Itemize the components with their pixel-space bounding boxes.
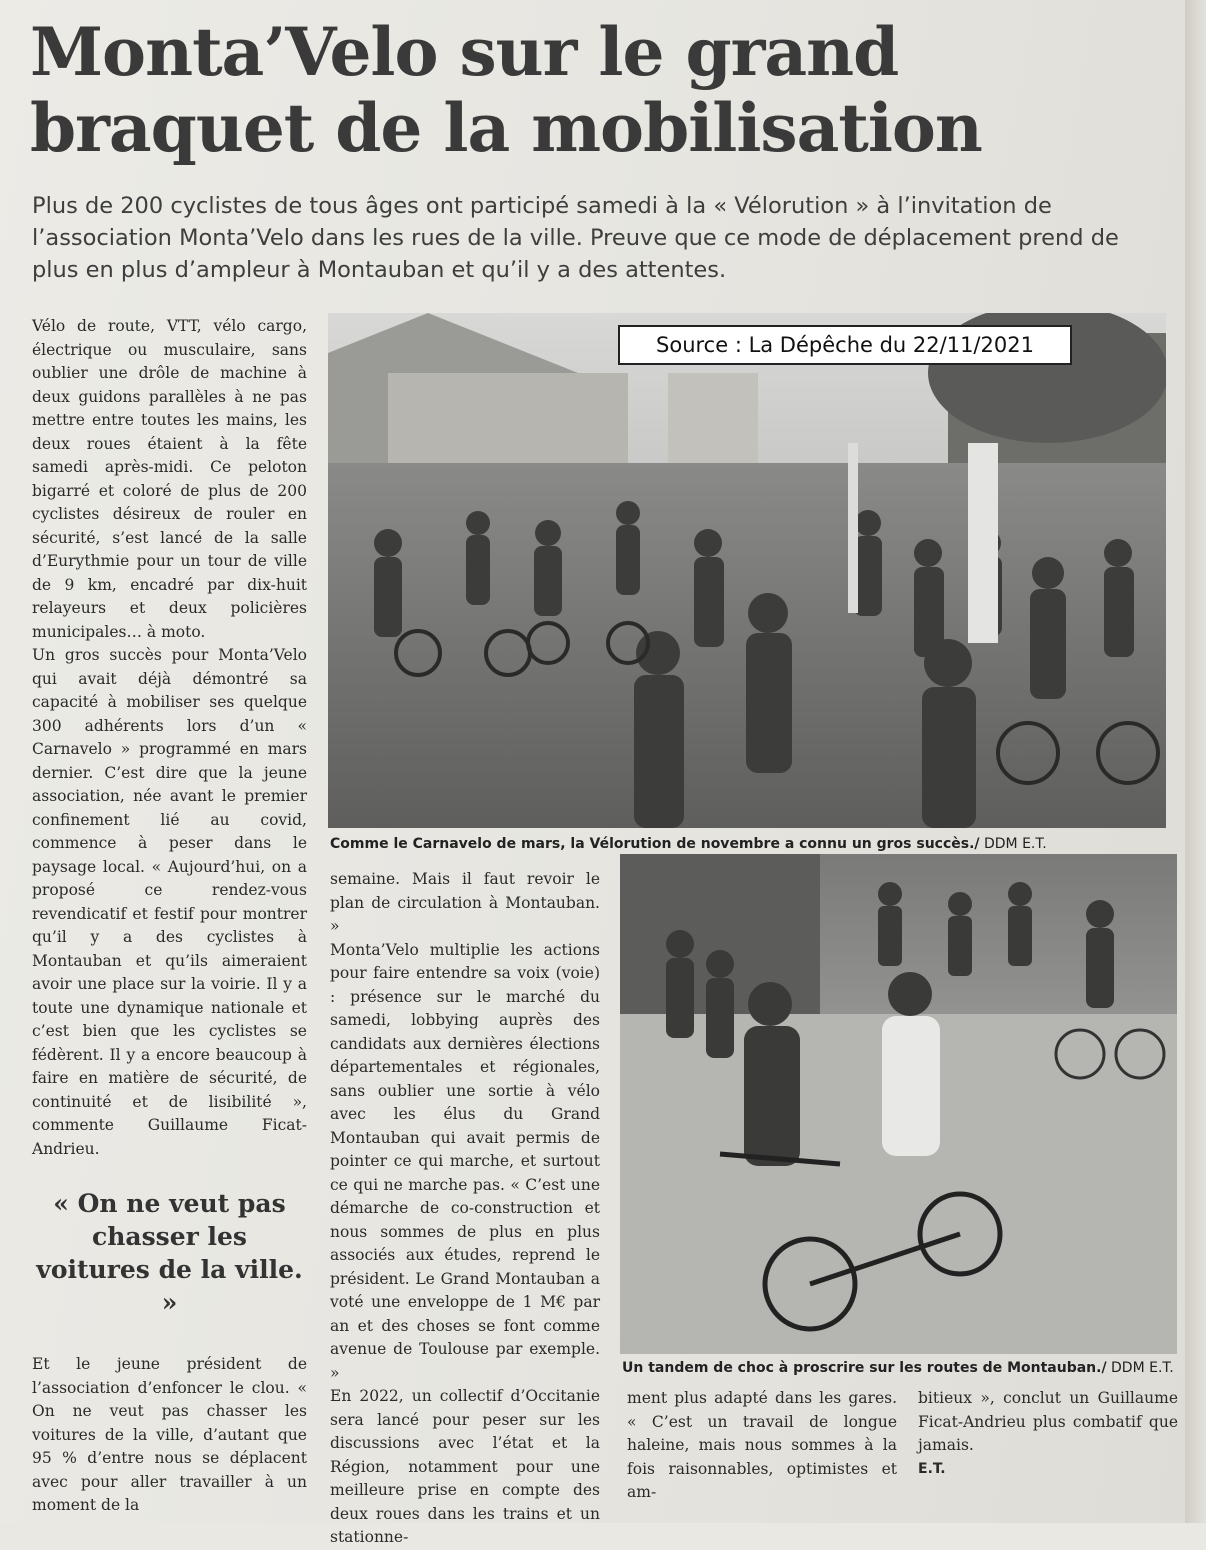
paragraph: Monta’Velo multiplie les actions pour faire entendre sa voix (voie) : présence sur le marché du samedi, lobbying auprès des candidats aux dernières élections départementales et régionales, sans oublier une sortie à vélo avec les élus du Grand Montauban qui avait permis de pointer ce qui marche, et surtout ce qui ne marche pas. « C’est une démarche de co-construction et nous sommes de plus en plus associés aux études, reprend le président. Le Grand Montauban a voté une enveloppe de 1 M€ par an et des choses se font comme avenue de Toulouse par exemple. » [330,940,600,1382]
caption-text: Comme le Carnavelo de mars, la Vélorution de novembre a connu un gros succès./ [330,836,980,852]
paragraph: Et le jeune président de l’association d’enfoncer le clou. « On ne veut pas chasser les voitures de la ville, d’autant que 95 % d’entre nous se déplacent avec pour aller travailler à un moment de la [32,1355,307,1514]
paragraph: Vélo de route, VTT, vélo cargo, électrique ou musculaire, sans oublier une drôle de machine à deux guidons parallèles à ne pas mettre entre toutes les mains, les deux roues étaient à la fête samedi après-midi. Ce peloton bigarré et coloré de plus de 200 cyclistes désireux de rouler en sécurité, s’est lancé de la salle d’Eurythmie pour un tour de ville de 9 km, encadré par dix-huit relayeurs et deux policières municipales… à moto. [32,317,307,641]
column-1 [32,315,307,1161]
photo-credit: DDM E.T. [979,836,1047,852]
caption-text: Un tandem de choc à proscrire sur les routes de Montauban./ [622,1360,1107,1376]
photo-credit: DDM E.T. [1106,1360,1174,1376]
paragraph: Un gros succès pour Monta’Velo qui avait déjà démontré sa capacité à mobiliser ses quelque 300 adhérents lors d’un « Carnavelo » programmé en mars dernier. C’est dire que la jeune association, née avant le premier confinement lié au covid, commence à peser dans le paysage local. « Aujourd’hui, on a proposé ce rendez-vous revendicatif et festif pour montrer qu’il y a des cyclistes à Montauban et qu’ils aimeraient avoir une place sur la voirie. Il y a toute une dynamique nationale et c’est bien que les cyclistes se fédèrent. Il y a encore beaucoup à faire en matière de sécurité, de continuité et de lisibilité », commente Guillaume Ficat-Andrieu. [32,646,307,1158]
paragraph: ment plus adapté dans les gares. « C’est un travail de longue haleine, mais nous sommes à la fois raisonnables, optimistes et am- [627,1389,897,1501]
paragraph: bitieux », conclut un Guillaume Ficat-Andrieu plus combatif que jamais. [918,1389,1178,1454]
photo-caption-2 [622,1358,1182,1378]
pull-quote: « On ne veut pas chasser les voitures de la ville. » [36,1189,303,1317]
article-headline [30,14,1030,166]
photo-tandem [620,854,1177,1354]
photo-cyclists-crowd-image [328,313,1166,828]
headline-line-1: Monta’Velo sur le grand [30,13,899,91]
column-4 [918,1387,1178,1481]
paragraph: semaine. Mais il faut revoir le plan de circulation à Montauban. » [330,870,600,935]
column-1-bottom [32,1353,307,1518]
photo-caption-1 [330,834,1170,854]
photo-tandem-image [620,854,1177,1354]
headline-line-2: braquet de la mobilisation [30,89,982,167]
column-3 [627,1387,897,1505]
author-signature: E.T. [918,1460,946,1477]
column-2 [330,868,600,1550]
article-lead: Plus de 200 cyclistes de tous âges ont participé samedi à la « Vélorution » à l’invitation de l’association Monta’Velo dans les rues de la ville. Preuve que ce mode de déplacement prend de plus en plus d’ampleur à Montauban et qu’il y a des attentes. [32,193,1119,283]
paragraph: En 2022, un collectif d’Occitanie sera lancé pour peser sur les discussions avec l’état et la Région, notamment pour une meilleure prise en compte des deux roues dans les trains et un stationne- [330,1387,600,1546]
source-label: Source : La Dépêche du 22/11/2021 [618,325,1072,365]
page-fold-shadow [1185,0,1206,1523]
photo-cyclists-crowd [328,313,1166,828]
